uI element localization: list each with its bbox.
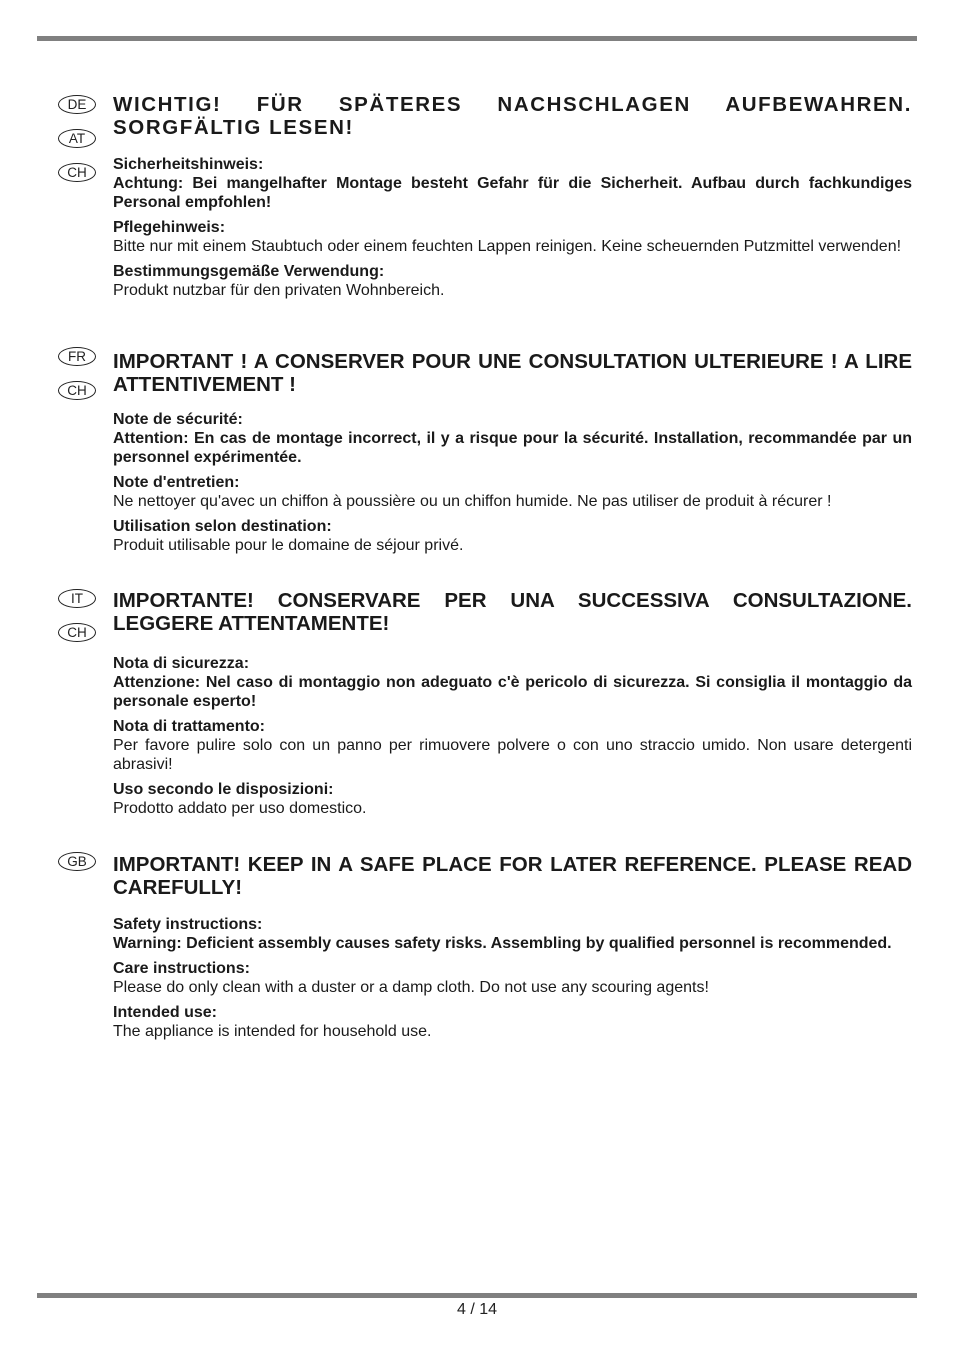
use-label: Intended use: bbox=[113, 1004, 218, 1021]
section-content bbox=[113, 589, 912, 818]
top-rule bbox=[37, 36, 917, 41]
safety-text: Attenzione: Nel caso di montaggio non adeguato c'è pericolo di sicurezza. Si consiglia il montaggio da personale esperto! bbox=[113, 674, 912, 710]
safety-label: Safety instructions: bbox=[113, 916, 263, 933]
lang-badge-ch: CH bbox=[58, 623, 96, 642]
care-label: Nota di trattamento: bbox=[113, 718, 265, 735]
lang-badge-ch: CH bbox=[58, 163, 96, 182]
bottom-rule bbox=[37, 1293, 917, 1298]
section-content bbox=[113, 350, 912, 555]
safety-text: Warning: Deficient assembly causes safety risks. Assembling by qualified personnel is recommended. bbox=[113, 935, 892, 952]
section-heading: IMPORTANTE! CONSERVARE PER UNA SUCCESSIVA CONSULTAZIONE. LEGGERE ATTENTAMENTE! bbox=[113, 589, 912, 635]
lang-badge-gb: GB bbox=[58, 852, 96, 871]
care-text: Per favore pulire solo con un panno per rimuovere polvere o con uno straccio umido. Non usare detergenti abrasivi! bbox=[113, 737, 912, 773]
lang-badge-fr: FR bbox=[58, 347, 96, 366]
lang-badge-de: DE bbox=[58, 95, 96, 114]
section-content bbox=[113, 853, 912, 1041]
use-label: Utilisation selon destination: bbox=[113, 518, 332, 535]
language-badges bbox=[58, 347, 98, 415]
safety-label: Sicherheitshinweis: bbox=[113, 156, 264, 173]
use-text: Produit utilisable pour le domaine de séjour privé. bbox=[113, 537, 464, 554]
section-content bbox=[113, 93, 912, 300]
language-badges bbox=[58, 95, 98, 197]
use-text: The appliance is intended for household use. bbox=[113, 1023, 432, 1040]
section-heading: IMPORTANT ! A CONSERVER POUR UNE CONSULTATION ULTERIEURE ! A LIRE ATTENTIVEMENT ! bbox=[113, 350, 912, 396]
section-heading: WICHTIG! FÜR SPÄTERES NACHSCHLAGEN AUFBEWAHREN. SORGFÄLTIG LESEN! bbox=[113, 93, 912, 139]
care-label: Pflegehinweis: bbox=[113, 219, 226, 236]
lang-badge-at: AT bbox=[58, 129, 96, 148]
care-text: Ne nettoyer qu'avec un chiffon à poussière ou un chiffon humide. Ne pas utiliser de produit à récurer ! bbox=[113, 493, 832, 510]
use-text: Produkt nutzbar für den privaten Wohnbereich. bbox=[113, 282, 445, 299]
section-heading: IMPORTANT! KEEP IN A SAFE PLACE FOR LATER REFERENCE. PLEASE READ CAREFULLY! bbox=[113, 853, 912, 899]
page-number: 4 / 14 bbox=[456, 1301, 498, 1318]
safety-label: Nota di sicurezza: bbox=[113, 655, 250, 672]
care-label: Note d'entretien: bbox=[113, 474, 240, 491]
use-text: Prodotto addato per uso domestico. bbox=[113, 800, 367, 817]
use-label: Uso secondo le disposizioni: bbox=[113, 781, 334, 798]
care-text: Bitte nur mit einem Staubtuch oder einem feuchten Lappen reinigen. Keine scheuernden Putzmittel verwenden! bbox=[113, 238, 902, 255]
use-label: Bestimmungsgemäße Verwendung: bbox=[113, 263, 385, 280]
care-text: Please do only clean with a duster or a damp cloth. Do not use any scouring agents! bbox=[113, 979, 709, 996]
language-badges bbox=[58, 852, 98, 886]
lang-badge-ch: CH bbox=[58, 381, 96, 400]
safety-label: Note de sécurité: bbox=[113, 411, 243, 428]
language-badges bbox=[58, 589, 98, 657]
care-label: Care instructions: bbox=[113, 960, 250, 977]
safety-text: Attention: En cas de montage incorrect, il y a risque pour la sécurité. Installation, recommandée par un personnel expérimentée. bbox=[113, 430, 912, 466]
safety-text: Achtung: Bei mangelhafter Montage besteht Gefahr für die Sicherheit. Aufbau durch fachkundiges Personal empfohlen! bbox=[113, 175, 912, 211]
lang-badge-it: IT bbox=[58, 589, 96, 608]
